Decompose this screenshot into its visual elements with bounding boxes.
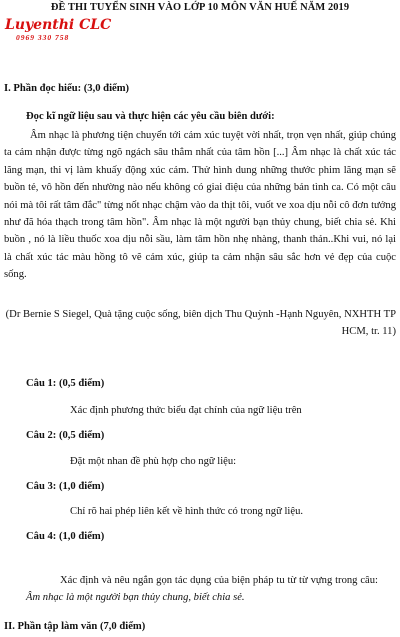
question-4-body xyxy=(26,572,378,607)
question-4-label: Câu 4: (1,0 điểm) xyxy=(26,531,105,542)
question-4-quote: Âm nhạc là một người bạn thủy chung, biết chia sẻ. xyxy=(26,592,245,604)
exam-title: ĐỀ THI TUYỂN SINH VÀO LỚP 10 MÔN VĂN HUẾ NĂM 2019 xyxy=(50,2,350,13)
section1-instruction: Đọc kĩ ngữ liệu sau và thực hiện các yêu cầu biên dưới: xyxy=(26,111,275,122)
question-1-text: Xác định phương thức biểu đạt chính của ngữ liệu trên xyxy=(70,405,302,416)
passage-text: Âm nhạc là phương tiện chuyển tới cảm xúc tuyệt vời nhất, trọn vẹn nhất, giúp chúng ta cảm nhận được từng ngõ ngách sâu thẳm nhất của tâm hồn [...] Âm nhạc là chất xúc tác lãng mạn, thi vị làm khuấy động xúc cảm. Thử hình dung những thước phim lãng mạn sẽ buồn tẻ, vô hồn đến nhường nào nếu không có giai điệu của những bản tình ca. Có một câu nói mà tôi rất tâm đắc" từng nốt nhạc chậm vào da thịt tôi, vuốt ve xoa dịu nỗi cô đơn tưởng như đã hóa thạch trong tâm hồn". Âm nhạc là một người bạn thủy chung, biết chia sẻ. Khi buồn , nó là liều thuốc xoa dịu nỗi sầu, làm tâm hồn nhẹ nhàng, thanh thản..Khi vui, nó lại là chất xúc tác màu hồng tô vẽ cảm xúc, giúp ta cảm nhận sâu sắc hơn vẻ đẹp của cuộc sống. xyxy=(4,130,396,281)
brand-phone: 0969 330 758 xyxy=(16,33,70,42)
passage-citation: (Dr Bernie S Siegel, Quà tặng cuộc sống, biên dịch Thu Quỳnh -Hạnh Nguyên, NXHTH TP HCM, tr. 11) xyxy=(5,309,396,338)
question-2-label: Câu 2: (0,5 điểm) xyxy=(26,430,105,441)
section2-heading: II. Phần tập làm văn (7,0 điểm) xyxy=(4,621,146,632)
question-2-text: Đặt một nhan đề phù hợp cho ngữ liệu: xyxy=(70,456,237,467)
question-3-label: Câu 3: (1,0 điểm) xyxy=(26,481,105,492)
section1-heading: I. Phần đọc hiểu: (3,0 điểm) xyxy=(4,83,130,94)
brand-logo: Luyenthi CLC xyxy=(5,17,112,33)
question-4-text: Xác định và nêu ngắn gọn tác dụng của biện pháp tu từ từ vựng trong câu: xyxy=(60,575,378,586)
question-1-label: Câu 1: (0,5 điểm) xyxy=(26,378,105,389)
question-3-text: Chỉ rõ hai phép liên kết về hình thức có trong ngữ liệu. xyxy=(70,506,304,517)
reading-passage xyxy=(4,127,396,284)
